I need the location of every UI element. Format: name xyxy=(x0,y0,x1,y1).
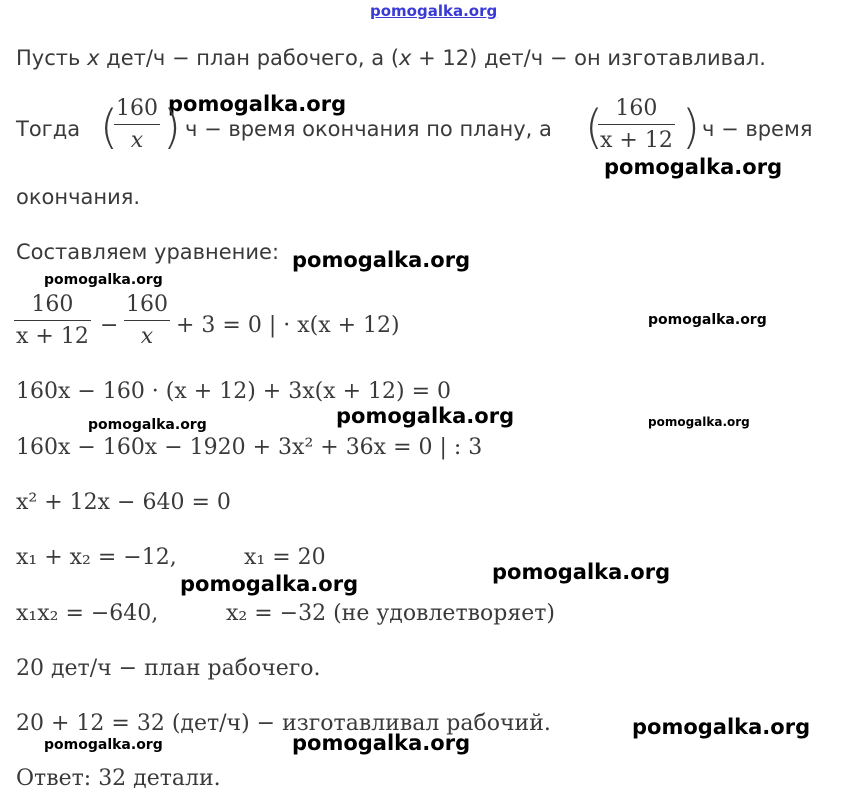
intro-text-b: дет/ч − план рабочего, а xyxy=(99,46,391,70)
watermark: pomogalka.org xyxy=(292,248,471,272)
watermark: pomogalka.org xyxy=(492,560,671,584)
fraction-actual-time xyxy=(598,98,675,152)
watermark: pomogalka.org xyxy=(648,415,750,429)
result-actual: 20 + 12 = 32 (дет/ч) − изготавливал рабочий. xyxy=(16,711,551,736)
var-x: x xyxy=(399,46,412,70)
fraction-numerator: 160 xyxy=(116,96,158,121)
watermark: pomogalka.org xyxy=(180,572,359,596)
fraction-numerator: 160 xyxy=(615,96,658,121)
eq1-minus: − xyxy=(100,313,119,338)
watermark: pomogalka.org xyxy=(604,155,783,179)
fraction-denominator: x xyxy=(130,128,144,153)
watermark: pomogalka.org xyxy=(632,715,811,739)
eq5-root1: x₁ = 20 xyxy=(244,545,326,570)
intro-text-c: ( xyxy=(390,46,400,70)
watermark: pomogalka.org xyxy=(88,417,207,433)
eq1-fraction-left xyxy=(14,294,91,348)
eq1-rest: + 3 = 0 | · x(x + 12) xyxy=(176,313,400,338)
fraction-plan-time xyxy=(114,98,160,152)
fraction-bar xyxy=(124,320,170,321)
fraction-numerator: 160 xyxy=(126,292,168,317)
plan-time-text: ч − время окончания по плану, а xyxy=(185,117,552,141)
intro-text-d: + 12) дет/ч − он изготавливал. xyxy=(411,46,766,70)
watermark-link[interactable]: pomogalka.org xyxy=(370,2,498,20)
watermark: pomogalka.org xyxy=(168,92,347,116)
eq1-fraction-right xyxy=(124,294,170,348)
fraction-numerator: 160 xyxy=(31,292,74,317)
watermark: pomogalka.org xyxy=(44,272,163,288)
fraction-denominator: x + 12 xyxy=(600,128,673,153)
watermark: pomogalka.org xyxy=(292,731,471,755)
eq2: 160x − 160 · (x + 12) + 3x(x + 12) = 0 xyxy=(16,379,452,404)
actual-time-text: ч − время xyxy=(702,117,813,141)
ending-word: окончания. xyxy=(16,185,141,209)
var-x: x xyxy=(87,46,100,70)
left-paren: ( xyxy=(100,100,118,154)
fraction-denominator: x + 12 xyxy=(16,324,89,349)
fraction-bar xyxy=(598,124,675,125)
watermark: pomogalka.org xyxy=(44,737,163,753)
answer: Ответ: 32 детали. xyxy=(16,766,221,791)
then-label: Тогда xyxy=(16,117,81,141)
fraction-bar xyxy=(14,320,91,321)
fraction-bar xyxy=(114,124,160,125)
fraction-denominator: x xyxy=(140,324,154,349)
eq6-root2: x₂ = −32 (не удовлетворяет) xyxy=(226,601,555,626)
watermark: pomogalka.org xyxy=(648,312,767,328)
watermark: pomogalka.org xyxy=(336,404,515,428)
intro-text-a: Пусть xyxy=(16,46,88,70)
eq3: 160x − 160x − 1920 + 3x² + 36x = 0 | : 3 xyxy=(16,435,483,460)
intro-line xyxy=(16,48,766,69)
right-paren: ) xyxy=(163,100,181,154)
eq5-vieta-sum: x₁ + x₂ = −12, xyxy=(16,545,177,570)
left-paren: ( xyxy=(585,100,603,154)
equation-heading: Составляем уравнение: xyxy=(16,240,280,264)
right-paren: ) xyxy=(682,100,700,154)
eq6-vieta-product: x₁x₂ = −640, xyxy=(16,601,159,626)
eq4: x² + 12x − 640 = 0 xyxy=(16,490,231,515)
result-plan: 20 дет/ч − план рабочего. xyxy=(16,656,321,681)
